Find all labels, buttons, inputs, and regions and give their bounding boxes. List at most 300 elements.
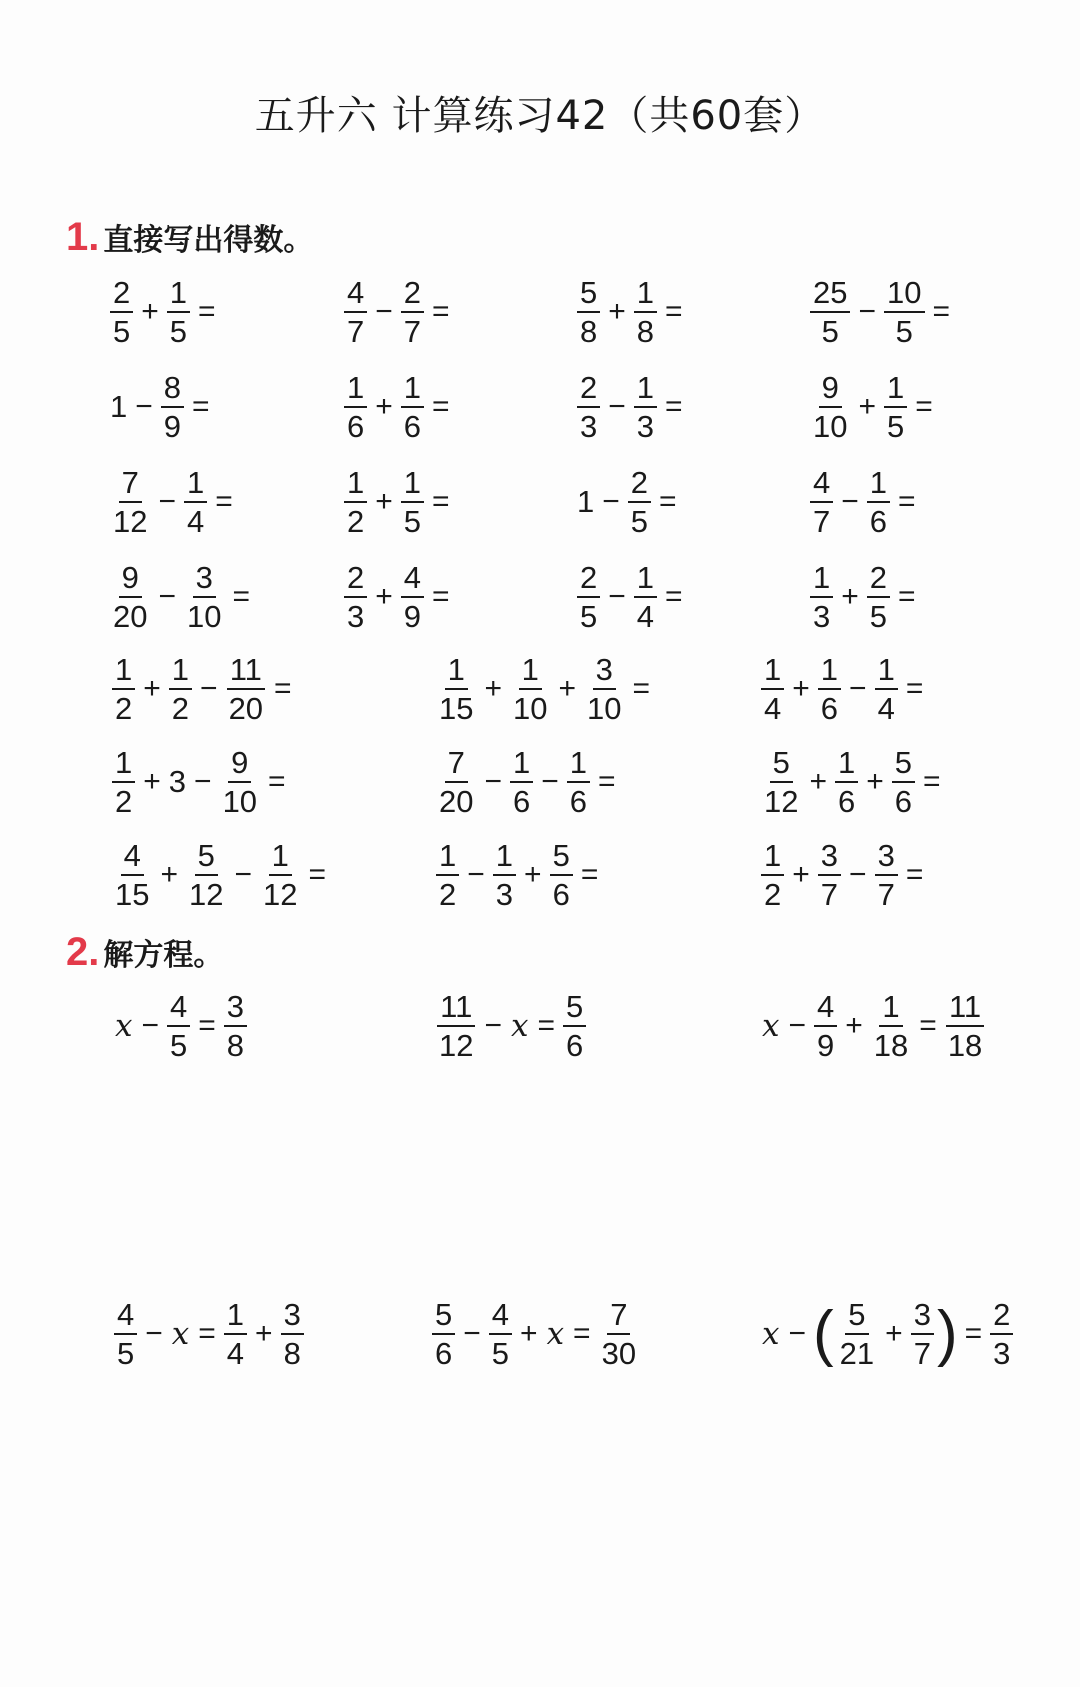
operator: + [524, 858, 542, 891]
denominator: 18 [873, 1028, 909, 1063]
fraction [510, 654, 550, 724]
denominator: 6 [347, 409, 365, 444]
fraction [550, 840, 573, 910]
mental-calc-expression [108, 372, 216, 442]
operator: = [274, 672, 292, 705]
fraction [810, 562, 833, 632]
denominator: 18 [947, 1028, 983, 1063]
denominator: 5 [491, 1336, 510, 1371]
mental-calc-expression [575, 277, 689, 347]
denominator: 12 [439, 1028, 474, 1063]
operator: = [192, 390, 210, 423]
mental-calc-expression [108, 277, 222, 347]
denominator: 6 [566, 1028, 584, 1063]
numerator: 1 [344, 372, 367, 408]
fraction [577, 277, 600, 347]
operator: = [198, 1317, 216, 1350]
equation-expression [112, 1299, 306, 1369]
fraction [110, 562, 150, 632]
denominator: 5 [113, 314, 131, 349]
variable-x: x [762, 1008, 780, 1044]
equation-expression [112, 991, 249, 1061]
operator: + [520, 1317, 538, 1350]
fraction [436, 654, 476, 724]
numerator: 25 [810, 277, 850, 313]
mental-calc-expression [575, 562, 689, 632]
operator: = [665, 295, 683, 328]
denominator: 5 [887, 409, 905, 444]
fraction [990, 1299, 1013, 1369]
operator: − [788, 1009, 807, 1042]
operator: + [143, 672, 161, 705]
denominator: 4 [764, 691, 782, 726]
fraction [220, 747, 260, 817]
numerator: 5 [770, 747, 793, 783]
denominator: 30 [601, 1336, 637, 1371]
mental-calc-expression [110, 654, 298, 724]
operator: = [268, 765, 286, 798]
operator: + [255, 1317, 273, 1350]
mental-calc-expression [342, 372, 456, 442]
fraction [871, 991, 911, 1061]
numerator: 1 [112, 747, 135, 783]
operator: − [541, 765, 559, 798]
denominator: 20 [228, 691, 264, 726]
operator: + [841, 580, 859, 613]
operator: + [885, 1317, 903, 1350]
variable-x: x [511, 1008, 529, 1044]
denominator: 9 [817, 1028, 835, 1063]
fraction [167, 991, 190, 1061]
denominator: 2 [115, 691, 133, 726]
numerator: 1 [567, 747, 590, 783]
numerator: 1 [112, 654, 135, 690]
equation-expression [759, 1299, 1015, 1369]
denominator: 2 [115, 784, 133, 819]
denominator: 2 [171, 691, 190, 726]
denominator: 12 [189, 877, 224, 912]
operator: = [964, 1317, 983, 1350]
fraction [634, 277, 657, 347]
fraction [567, 747, 590, 817]
mental-calc-expression [434, 654, 656, 724]
operator: − [141, 1009, 160, 1042]
numerator: 3 [875, 840, 898, 876]
fraction [184, 467, 207, 537]
numerator: 2 [867, 562, 890, 598]
operator: = [432, 295, 450, 328]
numerator: 8 [161, 372, 184, 408]
denominator: 6 [869, 504, 888, 539]
numerator: 2 [990, 1299, 1013, 1335]
numerator: 11 [437, 991, 475, 1027]
denominator: 6 [403, 409, 422, 444]
numerator: 1 [818, 654, 841, 690]
denominator: 12 [263, 877, 298, 912]
operator: − [158, 580, 177, 613]
parenthesis: ( [813, 1299, 834, 1368]
operator: + [141, 295, 159, 328]
fraction [169, 654, 192, 724]
fraction [875, 654, 898, 724]
mental-calc-expression [808, 467, 922, 537]
operator: = [905, 858, 924, 891]
denominator: 6 [838, 784, 856, 819]
fraction [161, 372, 184, 442]
mental-calc-expression [575, 372, 689, 442]
fraction [493, 840, 516, 910]
section-1-heading [66, 215, 313, 260]
operator: = [198, 1009, 216, 1042]
fraction [436, 991, 476, 1061]
numerator: 3 [818, 840, 841, 876]
numerator: 1 [510, 747, 533, 783]
operator: = [432, 390, 450, 423]
denominator: 7 [813, 504, 831, 539]
operator: − [145, 1317, 163, 1350]
fraction [184, 562, 224, 632]
fraction [584, 654, 624, 724]
numerator: 5 [432, 1299, 455, 1335]
denominator: 7 [877, 877, 895, 912]
mental-calc-expression [110, 840, 332, 910]
numerator: 1 [875, 654, 898, 690]
denominator: 2 [439, 877, 457, 912]
operator: − [841, 485, 859, 518]
fraction [563, 991, 586, 1061]
numerator: 1 [810, 562, 833, 598]
fraction [260, 840, 300, 910]
fraction [761, 747, 801, 817]
numerator: 1 [167, 277, 190, 313]
operator: + [858, 390, 877, 423]
operator: = [432, 580, 450, 613]
numerator: 11 [227, 654, 265, 690]
operator: = [537, 1009, 556, 1042]
numerator: 9 [119, 562, 142, 598]
operator: + [143, 765, 161, 798]
operator: − [484, 765, 503, 798]
operator: + [845, 1009, 863, 1042]
denominator: 12 [113, 504, 148, 539]
numerator: 4 [344, 277, 367, 313]
denominator: 9 [403, 599, 422, 634]
fraction [818, 654, 841, 724]
numerator: 1 [519, 654, 542, 690]
numerator: 3 [224, 991, 247, 1027]
page-title: 五升六 计算练习42（共60套） [254, 93, 826, 139]
denominator: 5 [580, 599, 598, 634]
numerator: 1 [445, 654, 468, 690]
operator: + [866, 765, 884, 798]
operator: − [135, 390, 153, 423]
denominator: 10 [222, 784, 258, 819]
equation-expression [759, 991, 987, 1061]
operator: = [659, 485, 677, 518]
denominator: 20 [113, 599, 148, 634]
numerator: 4 [167, 991, 190, 1027]
numerator: 2 [344, 562, 367, 598]
numerator: 2 [401, 277, 424, 313]
operator: − [200, 672, 218, 705]
operator: − [849, 672, 867, 705]
mental-calc-expression [575, 467, 683, 537]
denominator: 8 [580, 314, 598, 349]
operator: = [919, 1009, 937, 1042]
numerator: 3 [593, 654, 616, 690]
numerator: 1 [867, 467, 890, 503]
numerator: 5 [845, 1299, 868, 1335]
fraction [112, 747, 135, 817]
numerator: 1 [401, 467, 424, 503]
numerator: 1 [436, 840, 459, 876]
fraction [344, 562, 367, 632]
numerator: 2 [628, 467, 651, 503]
denominator: 7 [820, 877, 839, 912]
numerator: 3 [911, 1299, 934, 1335]
fraction [401, 562, 424, 632]
section-1-label: 直接写出得数。 [103, 223, 314, 258]
operator: = [898, 580, 916, 613]
section-2-heading [66, 930, 223, 975]
operator: = [215, 485, 233, 518]
operator: − [194, 765, 212, 798]
numerator: 10 [884, 277, 924, 313]
numerator: 4 [489, 1299, 512, 1335]
whole-number: 1 [577, 484, 595, 519]
denominator: 4 [877, 691, 895, 726]
fraction [401, 372, 424, 442]
numerator: 7 [119, 467, 142, 503]
fraction [867, 562, 890, 632]
numerator: 1 [169, 654, 192, 690]
denominator: 6 [435, 1336, 453, 1371]
fraction [110, 467, 150, 537]
mental-calc-expression [434, 747, 622, 817]
operator: = [632, 672, 651, 705]
fraction [892, 747, 915, 817]
operator: + [375, 580, 393, 613]
fraction [884, 372, 907, 442]
numerator: 1 [634, 277, 657, 313]
mental-calc-expression [808, 372, 939, 442]
fraction [867, 467, 890, 537]
numerator: 5 [892, 747, 915, 783]
denominator: 5 [169, 314, 188, 349]
operator: = [665, 390, 683, 423]
numerator: 3 [281, 1299, 304, 1335]
operator: − [858, 295, 877, 328]
fraction [401, 277, 424, 347]
operator: = [232, 580, 251, 613]
mental-calc-expression [759, 840, 929, 910]
denominator: 6 [894, 784, 913, 819]
denominator: 10 [513, 691, 548, 726]
fraction [186, 840, 226, 910]
fraction [112, 840, 152, 910]
denominator: 10 [587, 691, 622, 726]
denominator: 5 [821, 314, 839, 349]
denominator: 21 [839, 1336, 875, 1371]
operator: − [608, 580, 626, 613]
denominator: 6 [552, 877, 570, 912]
denominator: 5 [170, 1028, 188, 1063]
operator: + [792, 858, 810, 891]
fraction [599, 1299, 639, 1369]
numerator: 4 [810, 467, 833, 503]
fraction [112, 654, 135, 724]
denominator: 12 [764, 784, 799, 819]
numerator: 1 [761, 654, 784, 690]
denominator: 7 [913, 1336, 931, 1371]
denominator: 3 [993, 1336, 1011, 1371]
fraction [344, 277, 367, 347]
fraction [510, 747, 533, 817]
fraction [818, 840, 841, 910]
variable-x: x [546, 1316, 565, 1352]
denominator: 6 [820, 691, 839, 726]
denominator: 7 [347, 314, 365, 349]
denominator: 4 [226, 1336, 245, 1371]
operator: = [905, 672, 924, 705]
fraction [837, 1299, 877, 1369]
whole-number: 1 [110, 389, 128, 424]
operator: + [558, 672, 577, 705]
numerator: 2 [110, 277, 133, 313]
operator: − [788, 1317, 807, 1350]
operator: − [463, 1317, 481, 1350]
numerator: 7 [607, 1299, 630, 1335]
denominator: 7 [403, 314, 422, 349]
denominator: 10 [187, 599, 222, 634]
operator: = [932, 295, 951, 328]
denominator: 3 [495, 877, 514, 912]
denominator: 9 [163, 409, 182, 444]
fraction [911, 1299, 934, 1369]
numerator: 1 [224, 1299, 247, 1335]
mental-calc-expression [108, 562, 256, 632]
numerator: 3 [193, 562, 216, 598]
operator: = [915, 390, 933, 423]
equation-expression [430, 1299, 641, 1369]
denominator: 3 [636, 409, 655, 444]
operator: − [234, 858, 253, 891]
fraction [810, 467, 833, 537]
denominator: 6 [569, 784, 588, 819]
denominator: 4 [187, 504, 205, 539]
mental-calc-expression [759, 654, 929, 724]
fraction [577, 372, 600, 442]
numerator: 1 [634, 562, 657, 598]
numerator: 1 [634, 372, 657, 408]
numerator: 1 [761, 840, 784, 876]
fraction [432, 1299, 455, 1369]
mental-calc-expression [342, 562, 456, 632]
operator: + [792, 672, 810, 705]
fraction [875, 840, 898, 910]
numerator: 4 [401, 562, 424, 598]
operator: = [432, 485, 450, 518]
fraction [628, 467, 651, 537]
operator: = [923, 765, 941, 798]
numerator: 11 [946, 991, 984, 1027]
mental-calc-expression [108, 467, 239, 537]
operator: − [375, 295, 393, 328]
fraction [110, 277, 133, 347]
denominator: 2 [764, 877, 782, 912]
mental-calc-expression [110, 747, 292, 817]
denominator: 3 [580, 409, 598, 444]
operator: = [898, 485, 916, 518]
numerator: 1 [884, 372, 907, 408]
fraction [226, 654, 266, 724]
variable-x: x [762, 1316, 780, 1352]
denominator: 8 [226, 1028, 245, 1063]
fraction [835, 747, 858, 817]
denominator: 3 [813, 599, 831, 634]
numerator: 4 [121, 840, 144, 876]
mental-calc-expression [434, 840, 604, 910]
mental-calc-expression [808, 562, 922, 632]
fraction [945, 991, 985, 1061]
operator: + [809, 765, 828, 798]
numerator: 2 [577, 372, 600, 408]
denominator: 3 [347, 599, 365, 634]
mental-calc-expression [342, 467, 456, 537]
fraction [436, 747, 476, 817]
mental-calc-expression [759, 747, 947, 817]
fraction [634, 372, 657, 442]
numerator: 5 [563, 991, 586, 1027]
denominator: 4 [636, 599, 655, 634]
section-2-number: 2. [66, 930, 100, 974]
denominator: 15 [439, 691, 474, 726]
numerator: 7 [445, 747, 468, 783]
variable-x: x [171, 1316, 190, 1352]
operator: − [484, 1009, 503, 1042]
fraction [634, 562, 657, 632]
fraction [344, 467, 367, 537]
numerator: 4 [114, 1299, 137, 1335]
numerator: 1 [493, 840, 516, 876]
denominator: 2 [347, 504, 365, 539]
operator: − [608, 390, 626, 423]
denominator: 5 [630, 504, 649, 539]
fraction [224, 1299, 247, 1369]
numerator: 2 [577, 562, 600, 598]
fraction [344, 372, 367, 442]
operator: = [308, 858, 327, 891]
operator: − [602, 485, 620, 518]
numerator: 9 [228, 747, 251, 783]
fraction [224, 991, 247, 1061]
operator: + [375, 485, 393, 518]
denominator: 5 [117, 1336, 135, 1371]
numerator: 1 [879, 991, 902, 1027]
fraction [761, 840, 784, 910]
parenthesis: ) [936, 1299, 958, 1368]
fraction [167, 277, 190, 347]
operator: = [573, 1317, 591, 1350]
numerator: 1 [344, 467, 367, 503]
fraction [810, 372, 850, 442]
fraction [814, 991, 837, 1061]
mental-calc-expression [342, 277, 456, 347]
numerator: 4 [814, 991, 837, 1027]
operator: + [160, 858, 179, 891]
operator: = [665, 580, 683, 613]
numerator: 9 [819, 372, 842, 408]
